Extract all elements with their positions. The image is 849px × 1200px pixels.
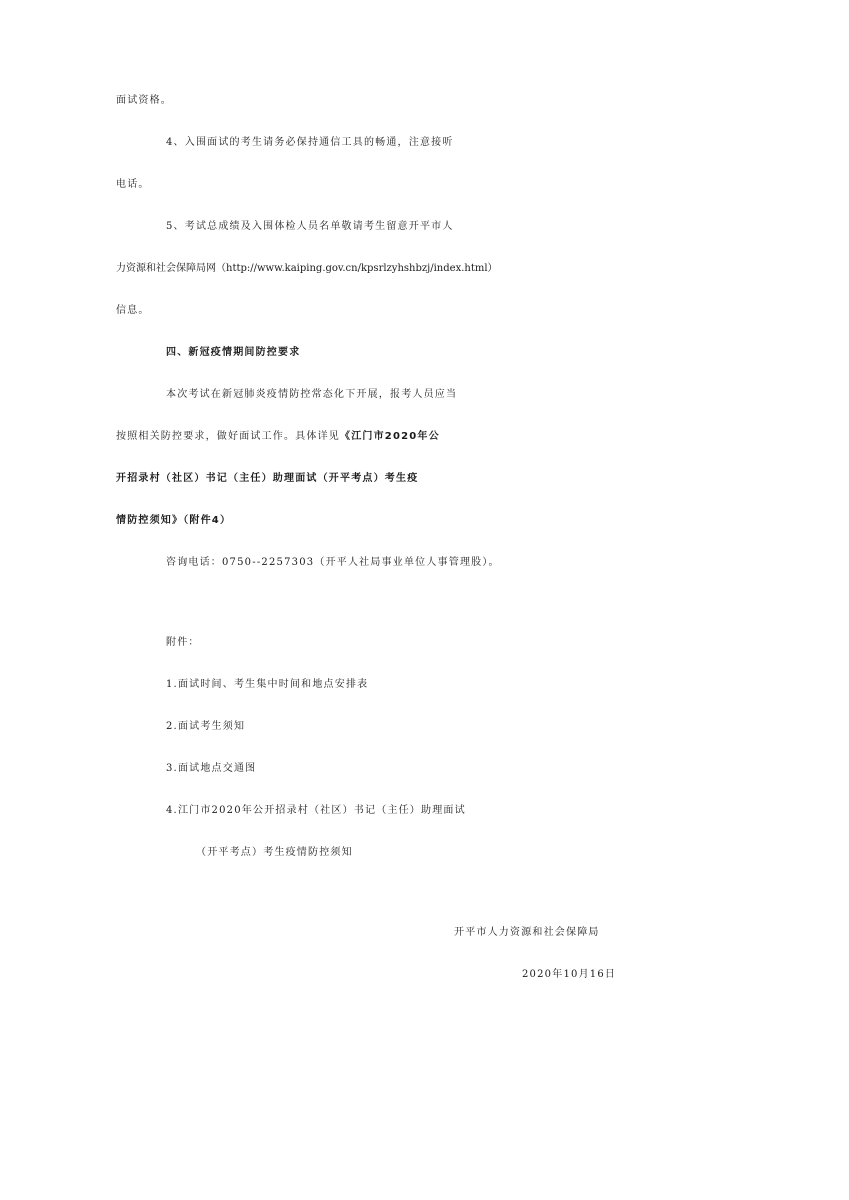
item-5-line-3: 信息。	[116, 305, 150, 316]
attachment-item-4: 4.江门市2020年公开招录村（社区）书记（主任）助理面试	[166, 805, 466, 816]
section-4-heading: 四、新冠疫情期间防控要求	[166, 347, 301, 358]
attachment-item-2: 2.面试考生须知	[166, 721, 246, 732]
section-4-para-line-2	[0, 422, 849, 452]
signature-date: 2020年10月16日	[522, 969, 617, 980]
attachments-label: 附件：	[166, 637, 200, 648]
section-4-para-line-2-plain: 按照相关防控要求，做好面试工作。具体详见	[116, 431, 340, 442]
attachment-4-reference-start: 《江门市2020年公	[340, 431, 440, 442]
text-line-qualification: 面试资格。	[116, 95, 172, 106]
attachment-4-reference-middle: 开招录村（社区）书记（主任）助理面试（开平考点）考生疫	[116, 473, 419, 484]
item-4-line-2: 电话。	[116, 179, 150, 190]
attachment-item-1: 1.面试时间、考生集中时间和地点安排表	[166, 679, 369, 690]
attachment-item-4-cont: （开平考点）考生疫情防控须知	[196, 847, 353, 858]
item-5-line-1: 5、考试总成绩及入围体检人员名单敬请考生留意开平市人	[166, 221, 454, 232]
attachment-4-reference-end: 情防控须知》（附件4）	[116, 515, 232, 526]
signature-org: 开平市人力资源和社会保障局	[454, 927, 600, 938]
section-4-para-line-1: 本次考试在新冠肺炎疫情防控常态化下开展，报考人员应当	[166, 389, 458, 400]
item-4-line-1: 4、入围面试的考生请务必保持通信工具的畅通，注意接听	[166, 137, 454, 148]
item-5-line-2: 力资源和社会保障局网（http://www.kaiping.gov.cn/kpsrlzyhshbzj/index.html）	[116, 263, 498, 274]
contact-phone: 咨询电话：0750--2257303（开平人社局事业单位人事管理股）。	[166, 557, 500, 568]
attachment-item-3: 3.面试地点交通图	[166, 763, 257, 774]
